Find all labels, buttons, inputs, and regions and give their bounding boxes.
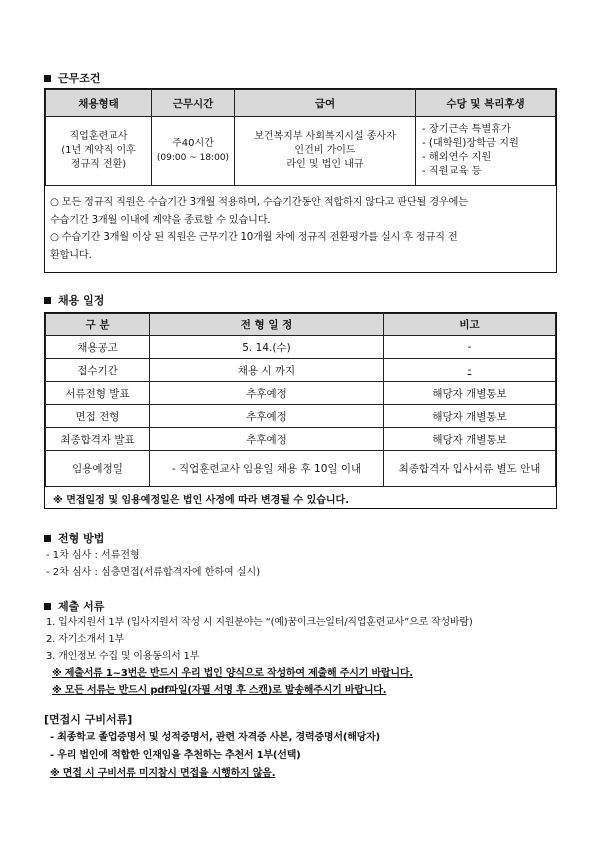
row-label: 면접 전형 bbox=[46, 405, 150, 428]
work-hours-cell bbox=[152, 117, 235, 186]
notice-line: ※ 면접 시 구비서류 미지참시 면접을 시행하지 않음. bbox=[50, 768, 276, 779]
interview-docs-heading: [면접시 구비서류] bbox=[44, 713, 133, 726]
text-line: - 직원교육 등 bbox=[422, 166, 482, 177]
schedule-footnote: ※ 면접일정 및 임용예정일은 법인 사정에 따라 변경될 수 있습니다. bbox=[53, 495, 350, 506]
table-row bbox=[46, 405, 556, 428]
work-conditions-box bbox=[44, 88, 557, 273]
text-line: - 해외연수 지원 bbox=[422, 152, 492, 163]
selection-list bbox=[46, 547, 260, 581]
list-item: 3. 개인정보 수집 및 이용동의서 1부 bbox=[46, 651, 200, 662]
row-note: - bbox=[384, 336, 556, 359]
schedule-box bbox=[44, 312, 557, 509]
section-title: 제출 서류 bbox=[58, 600, 105, 613]
table-row bbox=[46, 359, 556, 382]
row-note: 해당자 개별통보 bbox=[384, 405, 556, 428]
text-line: 주40시간 bbox=[172, 138, 214, 149]
note-line: ○ 수습기간 3개월 이상 된 직원은 근무기간 10개월 차에 정규직 전환평가를 실시 후 정규직 전 bbox=[50, 232, 458, 243]
square-bullet-icon bbox=[44, 75, 51, 82]
header-work-hours: 근무시간 bbox=[152, 90, 235, 117]
row-date: 추후예정 bbox=[150, 405, 384, 428]
list-item: - 우리 법인에 적합한 인재임을 추천하는 추천서 1부(선택) bbox=[50, 750, 301, 761]
row-note: - bbox=[384, 359, 556, 382]
text-line: (1년 계약직 이후 bbox=[61, 145, 136, 156]
interview-docs-list bbox=[50, 729, 380, 783]
table-row bbox=[46, 451, 556, 487]
notice-line: ※ 모든 서류는 반드시 pdf파일(자필 서명 후 스캔)로 발송해주시기 바랍니다. bbox=[52, 685, 387, 696]
documents-list bbox=[46, 614, 473, 699]
table-row bbox=[46, 336, 556, 359]
employment-type-cell bbox=[46, 117, 152, 186]
text-line: 직업훈련교사 bbox=[69, 131, 128, 142]
note-line: 수습기간 3개월 이내에 계약을 종료할 수 있습니다. bbox=[50, 214, 271, 226]
list-item: - 최종학교 졸업증명서 및 성적증명서, 관련 자격증 사본, 경력증명서(해당자) bbox=[50, 732, 380, 743]
text-line: (09:00 ~ 18:00) bbox=[156, 153, 230, 163]
list-item: 1. 입사지원서 1부 (입사지원서 작성 시 지원분야는 “(예)꿈이크는일터/직업훈련교사”으로 작성바람) bbox=[46, 617, 473, 628]
text-line: - (대학원)장학금 지원 bbox=[422, 138, 519, 149]
row-label: 접수기간 bbox=[46, 359, 150, 382]
table-row bbox=[46, 428, 556, 451]
notice-line: ※ 제출서류 1~3번은 반드시 우리 법인 양식으로 작성하여 제출해 주시기 바랍니다. bbox=[52, 668, 413, 679]
section-title: 전형 방법 bbox=[58, 532, 105, 545]
row-label: 서류전형 발표 bbox=[46, 382, 150, 405]
benefits-cell bbox=[416, 117, 556, 186]
row-label: 임용예정일 bbox=[46, 451, 150, 487]
row-label: 채용공고 bbox=[46, 336, 150, 359]
header-salary: 급여 bbox=[235, 90, 416, 117]
row-date: - 직업훈련교사 임용일 채용 후 10일 이내 bbox=[150, 451, 384, 487]
note-line: ○ 모든 정규직 직원은 수습기간 3개월 적용하며, 수습기간동안 적합하지 않다고 판단될 경우에는 bbox=[50, 197, 468, 208]
square-bullet-icon bbox=[44, 535, 51, 542]
section-title: 채용 일정 bbox=[58, 294, 105, 307]
header-note: 비고 bbox=[384, 314, 556, 336]
row-date: 추후예정 bbox=[150, 382, 384, 405]
header-benefits: 수당 및 복리후생 bbox=[416, 90, 556, 117]
work-conditions-table bbox=[45, 89, 556, 186]
text-line: - 장기근속 특별휴가 bbox=[422, 124, 511, 135]
text-line: 인건비 가이드 bbox=[294, 145, 356, 156]
note-line: 환합니다. bbox=[50, 249, 92, 261]
section-heading-documents bbox=[44, 598, 104, 614]
list-item: - 2차 심사 : 심층면접(서류합격자에 한하여 실시) bbox=[46, 567, 261, 578]
table-row bbox=[46, 382, 556, 405]
list-item: - 1차 심사 : 서류전형 bbox=[46, 550, 140, 561]
text-line: 라인 및 법인 내규 bbox=[286, 159, 364, 170]
section-heading-work-conditions bbox=[44, 70, 101, 86]
row-note: 해당자 개별통보 bbox=[384, 428, 556, 451]
row-date: 5. 14.(수) bbox=[150, 336, 384, 359]
salary-cell bbox=[235, 117, 416, 186]
section-title: 근무조건 bbox=[58, 72, 101, 85]
text-line: 정규직 전환) bbox=[70, 159, 127, 170]
section-heading-schedule bbox=[44, 292, 104, 308]
square-bullet-icon bbox=[44, 297, 51, 304]
schedule-table bbox=[45, 313, 556, 487]
header-employment-type: 채용형태 bbox=[46, 90, 152, 117]
row-date: 채용 시 까지 bbox=[150, 359, 384, 382]
header-date: 전 형 일 정 bbox=[150, 314, 384, 336]
header-category: 구 분 bbox=[46, 314, 150, 336]
square-bullet-icon bbox=[44, 603, 51, 610]
work-conditions-notes bbox=[45, 186, 556, 264]
list-item: 2. 자기소개서 1부 bbox=[46, 634, 125, 645]
text-line: 보건복지부 사회복지시설 종사자 bbox=[254, 131, 396, 142]
row-date: 추후예정 bbox=[150, 428, 384, 451]
row-note: 해당자 개별통보 bbox=[384, 382, 556, 405]
row-note: 최종합격자 입사서류 별도 안내 bbox=[384, 451, 556, 487]
section-heading-selection bbox=[44, 530, 104, 546]
row-label: 최종합격자 발표 bbox=[46, 428, 150, 451]
